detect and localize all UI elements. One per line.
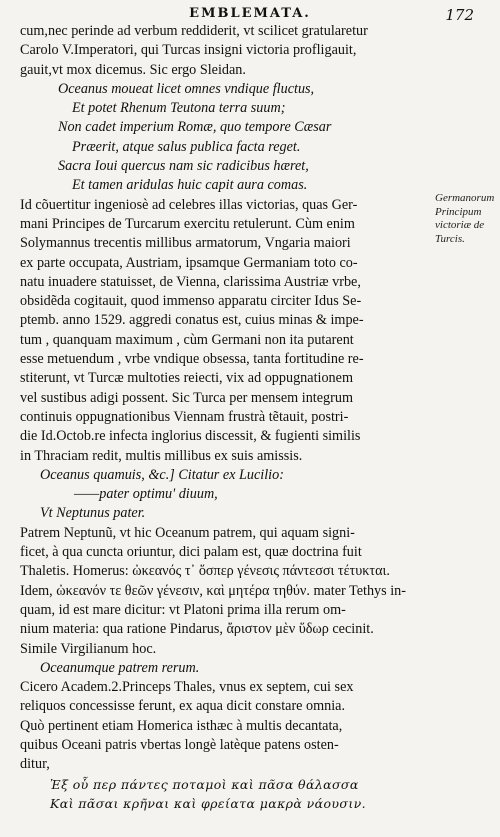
margin-note-line: Principum (435, 205, 482, 218)
text-line: Oceanus quamuis, &c.] Citatur ex Lucilio: (40, 466, 284, 483)
text-line: in Thraciam redit, multis millibus ex suis amissis. (20, 447, 303, 464)
text-line: Et tamen aridulas huic capit aura comas. (72, 177, 308, 194)
margin-note-line: Turcis. (435, 232, 465, 245)
text-line: stiterunt, vt Turcæ multoties reiecti, vix ad oppugnationem (20, 370, 353, 387)
text-line: Sacra Ioui quercus nam sic radicibus hæret, (58, 158, 309, 175)
text-line: Quò pertinent etiam Homerica isthæc à multis decantata, (20, 717, 343, 734)
text-line: Oceanumque patrem rerum. (40, 659, 200, 676)
text-line: ex parte occupata, Austriam, ipsamque Germaniam toto co- (20, 254, 358, 271)
text-line: tum , quanquam maximum , cùm Germani non ita putarent (20, 331, 354, 348)
text-line: Καὶ πᾶσαι κρῆναι καὶ φρείατα μακρὰ νάουσιν. (50, 795, 366, 811)
text-line: nium materia: qua ratione Pindarus, ἄριστον μὲν ὕδωρ cecinit. (20, 621, 374, 638)
text-line: die Id.Octob.re infecta inglorius discessit, & fugienti similis (20, 428, 361, 445)
text-line: natu inuadere statuisset, de Vienna, clarissima Austriæ vrbe, (20, 273, 361, 290)
page-number: 172 (445, 6, 474, 24)
text-line: Præerit, atque salus publica facta reget. (72, 138, 301, 155)
text-line: Solymannus trecentis millibus armatorum, Vngaria maiori (20, 235, 351, 252)
text-line: gauit,vt mox dicemus. Sic ergo Sleidan. (20, 61, 246, 78)
text-line: Idem, ὠκεανόν τε θεῶν γένεσιν, καὶ μητέρα τηθύν. mater Tethys in- (20, 582, 406, 599)
text-line: Thaletis. Homerus: ὠκεανός τ᾽ ὅσπερ γένεσις πάντεσσι τέτυκται. (20, 563, 390, 580)
text-line: Patrem Neptunũ, vt hic Oceanum patrem, qui aquam signi- (20, 524, 355, 541)
text-line: Oceanus moueat licet omnes vndique fluctus, (58, 80, 315, 97)
text-line: reliquos concessisse ferunt, ex aqua dicit constare omnia. (20, 698, 346, 715)
margin-note (435, 192, 497, 246)
margin-note-line: victoriæ de (435, 219, 485, 231)
text-line: cum,nec perinde ad verbum reddiderit, vt scilicet gratularetur (20, 23, 368, 39)
text-line: ficet, à qua cuncta oriuntur, dici palam est, quæ doctrina fuit (20, 544, 362, 561)
text-line: ——pater optimu' diuum, (74, 486, 218, 503)
text-line: Ἐξ οὗ περ πάντες ποταμοὶ καὶ πᾶσα θάλασσα (50, 776, 359, 792)
text-line: Vt Neptunus pater. (40, 505, 146, 522)
text-line: obsidẽda cogitauit, quod immenso apparatu circiter Idus Se- (20, 293, 362, 310)
text-line: vel sustibus adigi possent. Sic Turca per mensem integrum (20, 389, 353, 406)
text-line: Id cõuertitur ingeniosè ad celebres illas victorias, quas Ger- (20, 196, 358, 213)
text-line: Et potet Rhenum Teutona terra suum; (72, 100, 286, 117)
text-line: quibus Oceani patris vbertas longè latèque patens osten- (20, 736, 339, 753)
text-line: mani Principes de Turcarum exercitu retulerunt. Cùm enim (20, 215, 355, 232)
main-text (20, 22, 430, 813)
text-line: ptemb. anno 1529. aggredi conatus est, cuius minas & impe- (20, 312, 364, 329)
text-line: esse metuendum , vrbe vndique obsessa, tanta fortitudine re- (20, 351, 364, 368)
text-line: quam, id est mare dicitur: vt Platoni prima illa rerum om- (20, 601, 346, 618)
margin-note-line: Germanorum (435, 192, 495, 204)
text-line: ditur, (20, 756, 50, 773)
running-head: EMBLEMATA. (189, 6, 311, 21)
text-line: Non cadet imperium Romæ, quo tempore Cæsar (58, 119, 332, 136)
text-line: Simile Virgilianum hoc. (20, 640, 157, 657)
text-line: Cicero Academ.2.Princeps Thales, vnus ex septem, cui sex (20, 679, 354, 696)
text-line: continuis oppugnationibus Viennam frustrà tẽtauit, postri- (20, 408, 349, 425)
text-line: Carolo V.Imperatori, qui Turcas insigni victoria profligauit, (20, 42, 357, 59)
